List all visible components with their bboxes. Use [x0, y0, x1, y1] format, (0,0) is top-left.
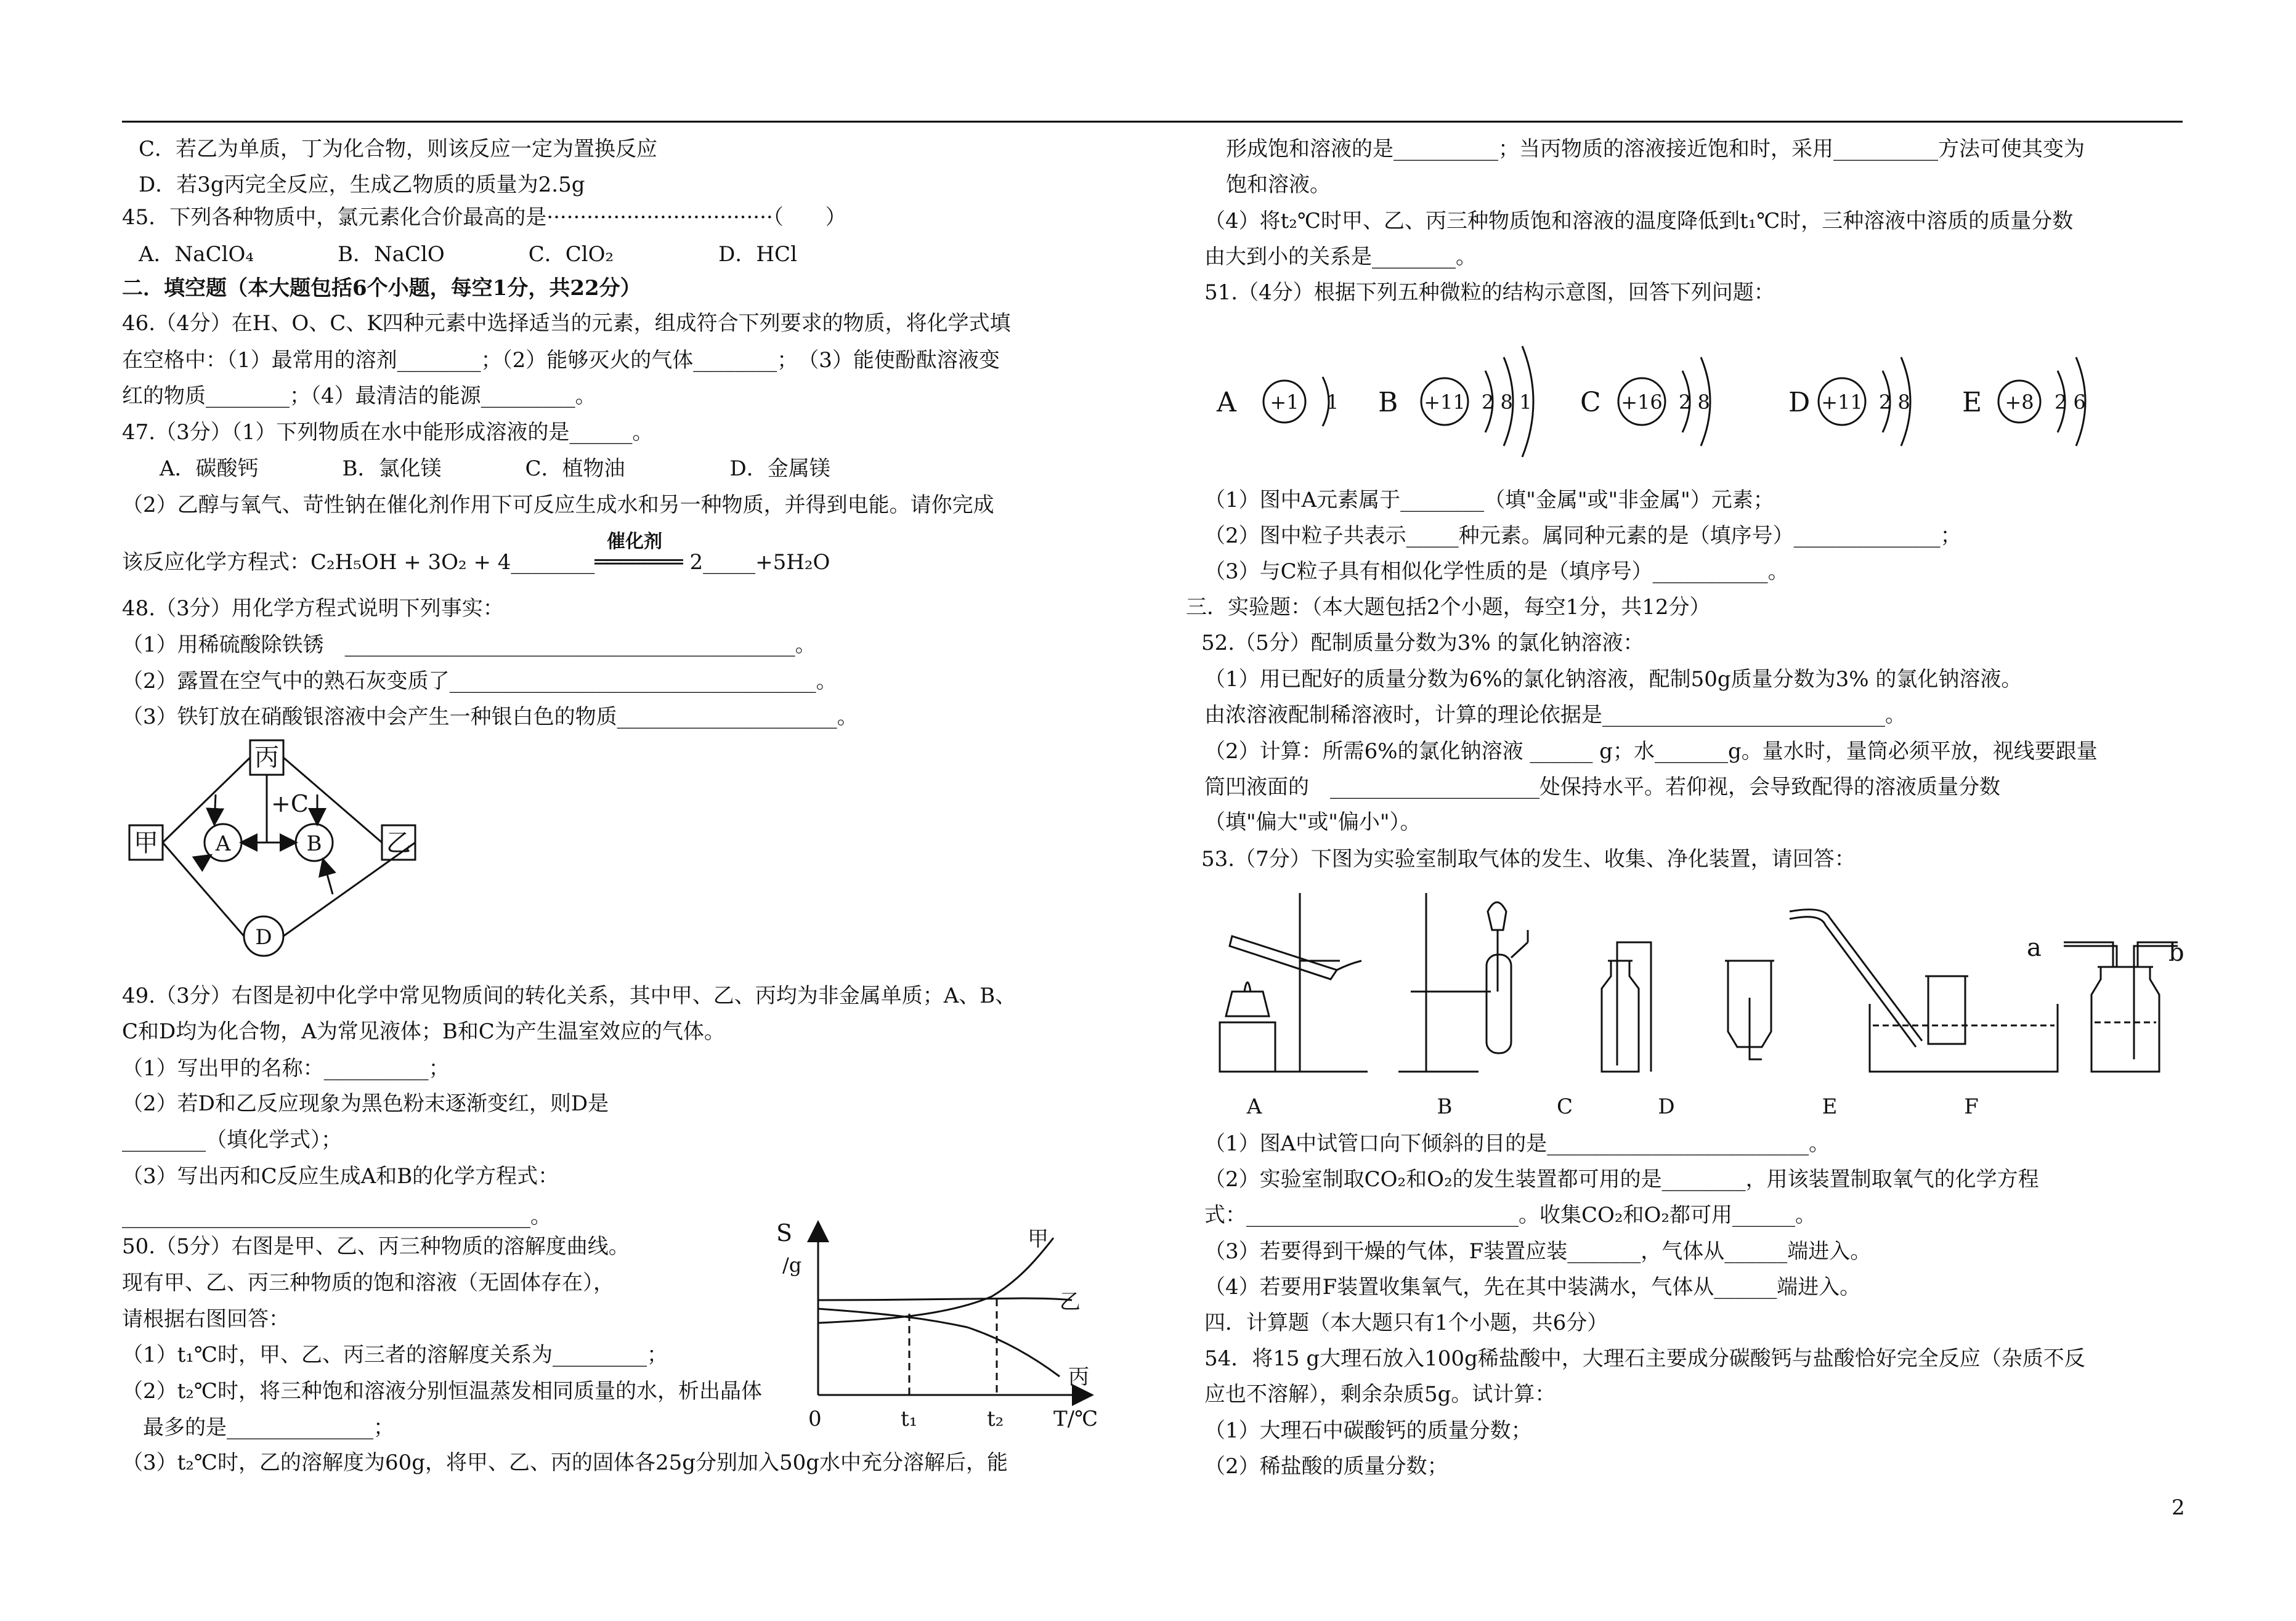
label-d: D [255, 925, 272, 950]
question-46-line1: 46.（4分）在H、O、C、K四种元素中选择适当的元素，组成符合下列要求的物质，将化学式填 [122, 311, 1011, 336]
question-53: 53.（7分）下图为实验室制取气体的发生、收集、净化装置，请回答： [1201, 847, 1856, 871]
question-49-part2-blank: ________（填化学式）； [122, 1128, 342, 1152]
port-b-label: b [2168, 939, 2184, 967]
particle-c-nucleus: +16 [1621, 390, 1663, 414]
question-49-part2: （2）若D和乙反应现象为黑色粉末逐渐变红，则D是 [122, 1091, 609, 1116]
solubility-graph [764, 1210, 1109, 1444]
apparatus-f [2064, 942, 2178, 1072]
question-46-line2: 在空格中：（1）最常用的溶剂________；（2）能够灭火的气体________； （3）能使酚酞溶液变 [122, 348, 1000, 373]
particle-c-letter: C [1580, 387, 1601, 418]
particle-b-letter: B [1378, 387, 1398, 418]
particle-d-shells: 2 8 [1879, 390, 1910, 414]
page-number: 2 [2172, 1495, 2185, 1520]
question-48-part3: （3）铁钉放在硝酸银溶液中会产生一种银白色的物质_____________________。 [122, 705, 858, 729]
curve-yi-path [818, 1298, 1072, 1300]
question-47-options: A．碳酸钙 B．氯化镁 C．植物油 D．金属镁 [139, 456, 830, 481]
question-50-part2-cont: 最多的是______________； [122, 1415, 394, 1440]
apparatus-label-b: B [1437, 1094, 1453, 1119]
q50-part4: （4）将t₂℃时甲、乙、丙三种物质饱和溶液的温度降低到t₁℃时，三种溶液中溶质的质量分数 [1204, 209, 2074, 233]
particle-b-nucleus: +11 [1424, 390, 1466, 414]
question-52-part2-cont: 筒凹液面的 ____________________处保持水平。若仰视，会导致配得的溶液质量分数 [1204, 775, 2000, 799]
section-fill-in-heading: 二．填空题（本大题包括6个小题，每空1分，共22分） [122, 276, 641, 301]
catalyst-label: 催化剂 [607, 531, 662, 552]
question-51-part1: （1）图中A元素属于________（填"金属"或"非金属"）元素； [1204, 488, 1774, 512]
header-rule [122, 121, 2183, 123]
question-52-part2-cont2: （填"偏大"或"偏小"）。 [1204, 810, 1421, 835]
label-plus-c: +C [271, 790, 309, 817]
port-a-label: a [2027, 934, 2042, 962]
particle-e-shells: 2 6 [2055, 390, 2086, 414]
question-49-line2: C和D均为化合物，A为常见液体；B和C为产生温室效应的气体。 [122, 1019, 725, 1044]
particle-a-nucleus: +1 [1270, 390, 1299, 414]
particle-b-shells: 2 8 1 [1482, 390, 1532, 414]
apparatus-d [1725, 961, 1774, 1059]
question-48-part1: （1）用稀硫酸除铁锈 ___________________________________________。 [122, 633, 816, 657]
label-bing: 丙 [254, 743, 279, 772]
apparatus-label-f: F [1964, 1094, 1979, 1119]
apparatus-label-a: A [1246, 1094, 1262, 1119]
curve-label-bing: 丙 [1068, 1365, 1089, 1389]
particle-d-nucleus: +11 [1821, 390, 1863, 414]
question-52-part2: （2）计算：所需6%的氯化钠溶液 ______ g；水_______g。量水时，量筒必须平放，视线要跟量 [1204, 739, 2098, 764]
question-47-part2: （2）乙醇与氧气、苛性钠在催化剂作用下可反应生成水和另一种物质，并得到电能。请你完成 [122, 493, 994, 517]
particle-d-letter: D [1788, 387, 1811, 418]
q50-part4-cont: 由大到小的关系是________。 [1204, 245, 1477, 269]
curve-bing-path [818, 1309, 1060, 1376]
particle-a-shells: 1 [1326, 390, 1339, 414]
question-49-part3: （3）写出丙和C反应生成A和B的化学方程式： [122, 1164, 559, 1189]
apparatus-b [1398, 893, 1528, 1072]
question-53-part1: （1）图A中试管口向下倾斜的目的是_________________________。 [1204, 1131, 1830, 1156]
question-51-part3: （3）与C粒子具有相似化学性质的是（填序号）___________。 [1204, 559, 1789, 584]
question-50-line1: 50.（5分）右图是甲、乙、丙三种物质的溶解度曲线。 [122, 1234, 630, 1259]
section-calculation-heading: 四．计算题（本大题只有1个小题，共6分） [1204, 1311, 1608, 1335]
option-d-line: D．若3g丙完全反应，生成乙物质的质量为2.5g [139, 172, 585, 197]
label-yi: 乙 [386, 829, 411, 857]
x-axis-label: T/℃ [1053, 1407, 1098, 1431]
curve-label-jia: 甲 [1028, 1227, 1049, 1251]
q50-part3-cont2: 饱和溶液。 [1226, 172, 1331, 197]
question-53-part4: （4）若要用F装置收集氧气，先在其中装满水，气体从______端进入。 [1204, 1275, 1861, 1300]
question-50-part1: （1）t₁℃时，甲、乙、丙三者的溶解度关系为_________； [122, 1343, 668, 1367]
q50-part3-cont: 形成饱和溶液的是__________；当丙物质的溶液接近饱和时，采用__________方法可使其变为 [1226, 137, 2085, 161]
origin-label: 0 [808, 1407, 822, 1431]
question-45-options: A．NaClO₄ B．NaClO C．ClO₂ D．HCl [139, 242, 797, 267]
question-54: 54．将15 g大理石放入100g稀盐酸中，大理石主要成分碳酸钙与盐酸恰好完全反应（杂质不反 [1204, 1346, 2085, 1371]
apparatus-diagram [1207, 868, 2184, 1127]
question-50-line2: 现有甲、乙、丙三种物质的饱和溶液（无固体存在）， [122, 1271, 614, 1295]
transformation-diagram [123, 733, 444, 964]
curve-label-yi: 乙 [1060, 1290, 1081, 1314]
question-52: 52.（5分）配制质量分数为3% 的氯化钠溶液： [1201, 631, 1644, 655]
apparatus-e [1790, 910, 2058, 1072]
question-54-part1: （1）大理石中碳酸钙的质量分数； [1204, 1418, 1532, 1443]
option-c-line: C．若乙为单质，丁为化合物，则该反应一定为置换反应 [139, 137, 658, 161]
y-axis-s: S [776, 1219, 793, 1247]
particle-c-shells: 2 8 [1679, 390, 1710, 414]
question-51: 51.（4分）根据下列五种微粒的结构示意图，回答下列问题： [1204, 280, 1775, 305]
question-50-part3: （3）t₂℃时，乙的溶解度为60g，将甲、乙、丙的固体各25g分别加入50g水中充分溶解后，能 [122, 1450, 1008, 1475]
apparatus-label-c: C [1556, 1094, 1573, 1119]
question-52-part1: （1）用已配好的质量分数为6%的氯化钠溶液，配制50g质量分数为3% 的氯化钠溶液。 [1204, 667, 2022, 692]
question-48-part2: （2）露置在空气中的熟石灰变质了___________________________________。 [122, 669, 837, 693]
question-54-cont: 应也不溶解），剩余杂质5g。试计算： [1204, 1382, 1556, 1407]
particle-diagrams [1211, 333, 2184, 462]
question-52-part1-cont: 由浓溶液配制稀溶液时，计算的理论依据是___________________________。 [1204, 703, 1906, 727]
particle-a-letter: A [1217, 387, 1236, 418]
particle-e-letter: E [1962, 387, 1982, 418]
question-48: 48.（3分）用化学方程式说明下列事实： [122, 596, 504, 621]
particle-e-nucleus: +8 [2005, 390, 2034, 414]
apparatus-a [1220, 893, 1368, 1072]
curve-jia-path [818, 1238, 1053, 1323]
y-axis-unit: /g [782, 1253, 802, 1277]
t2-label: t₂ [987, 1407, 1004, 1431]
apparatus-label-d: D [1658, 1094, 1675, 1119]
question-49-line1: 49.（3分）右图是初中化学中常见物质间的转化关系，其中甲、乙、丙均为非金属单质；A、B、 [122, 984, 1016, 1008]
question-53-part3: （3）若要得到干燥的气体，F装置应装_______，气体从______端进入。 [1204, 1239, 1872, 1264]
apparatus-label-e: E [1822, 1094, 1838, 1119]
question-53-part2-cont: 式：__________________________。收集CO₂和O₂都可用______。 [1204, 1203, 1817, 1227]
question-53-part2: （2）实验室制取CO₂和O₂的发生装置都可用的是________，用该装置制取氧气的化学方程 [1204, 1167, 2039, 1192]
label-jia: 甲 [134, 829, 158, 857]
label-a: A [215, 831, 231, 856]
question-51-part2: （2）图中粒子共表示_____种元素。属同种元素的是（填序号）______________； [1204, 523, 1961, 548]
question-49-part1: （1）写出甲的名称：__________； [122, 1056, 450, 1081]
apparatus-c [1602, 942, 1651, 1072]
question-47-line1: 47.（3分）（1）下列物质在水中能形成溶液的是______。 [122, 420, 654, 445]
question-46-line3: 红的物质________；（4）最清洁的能源_________。 [122, 384, 596, 408]
label-b: B [306, 831, 322, 856]
question-49-part3-blank: _______________________________________。 [122, 1204, 551, 1229]
question-54-part2: （2）稀盐酸的质量分数； [1204, 1454, 1448, 1479]
question-45: 45．下列各种物质中，氯元素化合价最高的是··································（ ） [122, 205, 846, 230]
question-50-line3: 请根据右图回答： [122, 1307, 290, 1332]
question-50-part2: （2）t₂℃时，将三种饱和溶液分别恒温蒸发相同质量的水，析出晶体 [122, 1379, 762, 1404]
t1-label: t₁ [901, 1407, 918, 1431]
question-47-equation: 该反应化学方程式：C₂H₅OH + 3O₂ + 4________═══════ 2_____+5H₂O [122, 550, 830, 575]
section-experiment-heading: 三．实验题：（本大题包括2个小题，每空1分，共12分） [1186, 595, 1711, 620]
